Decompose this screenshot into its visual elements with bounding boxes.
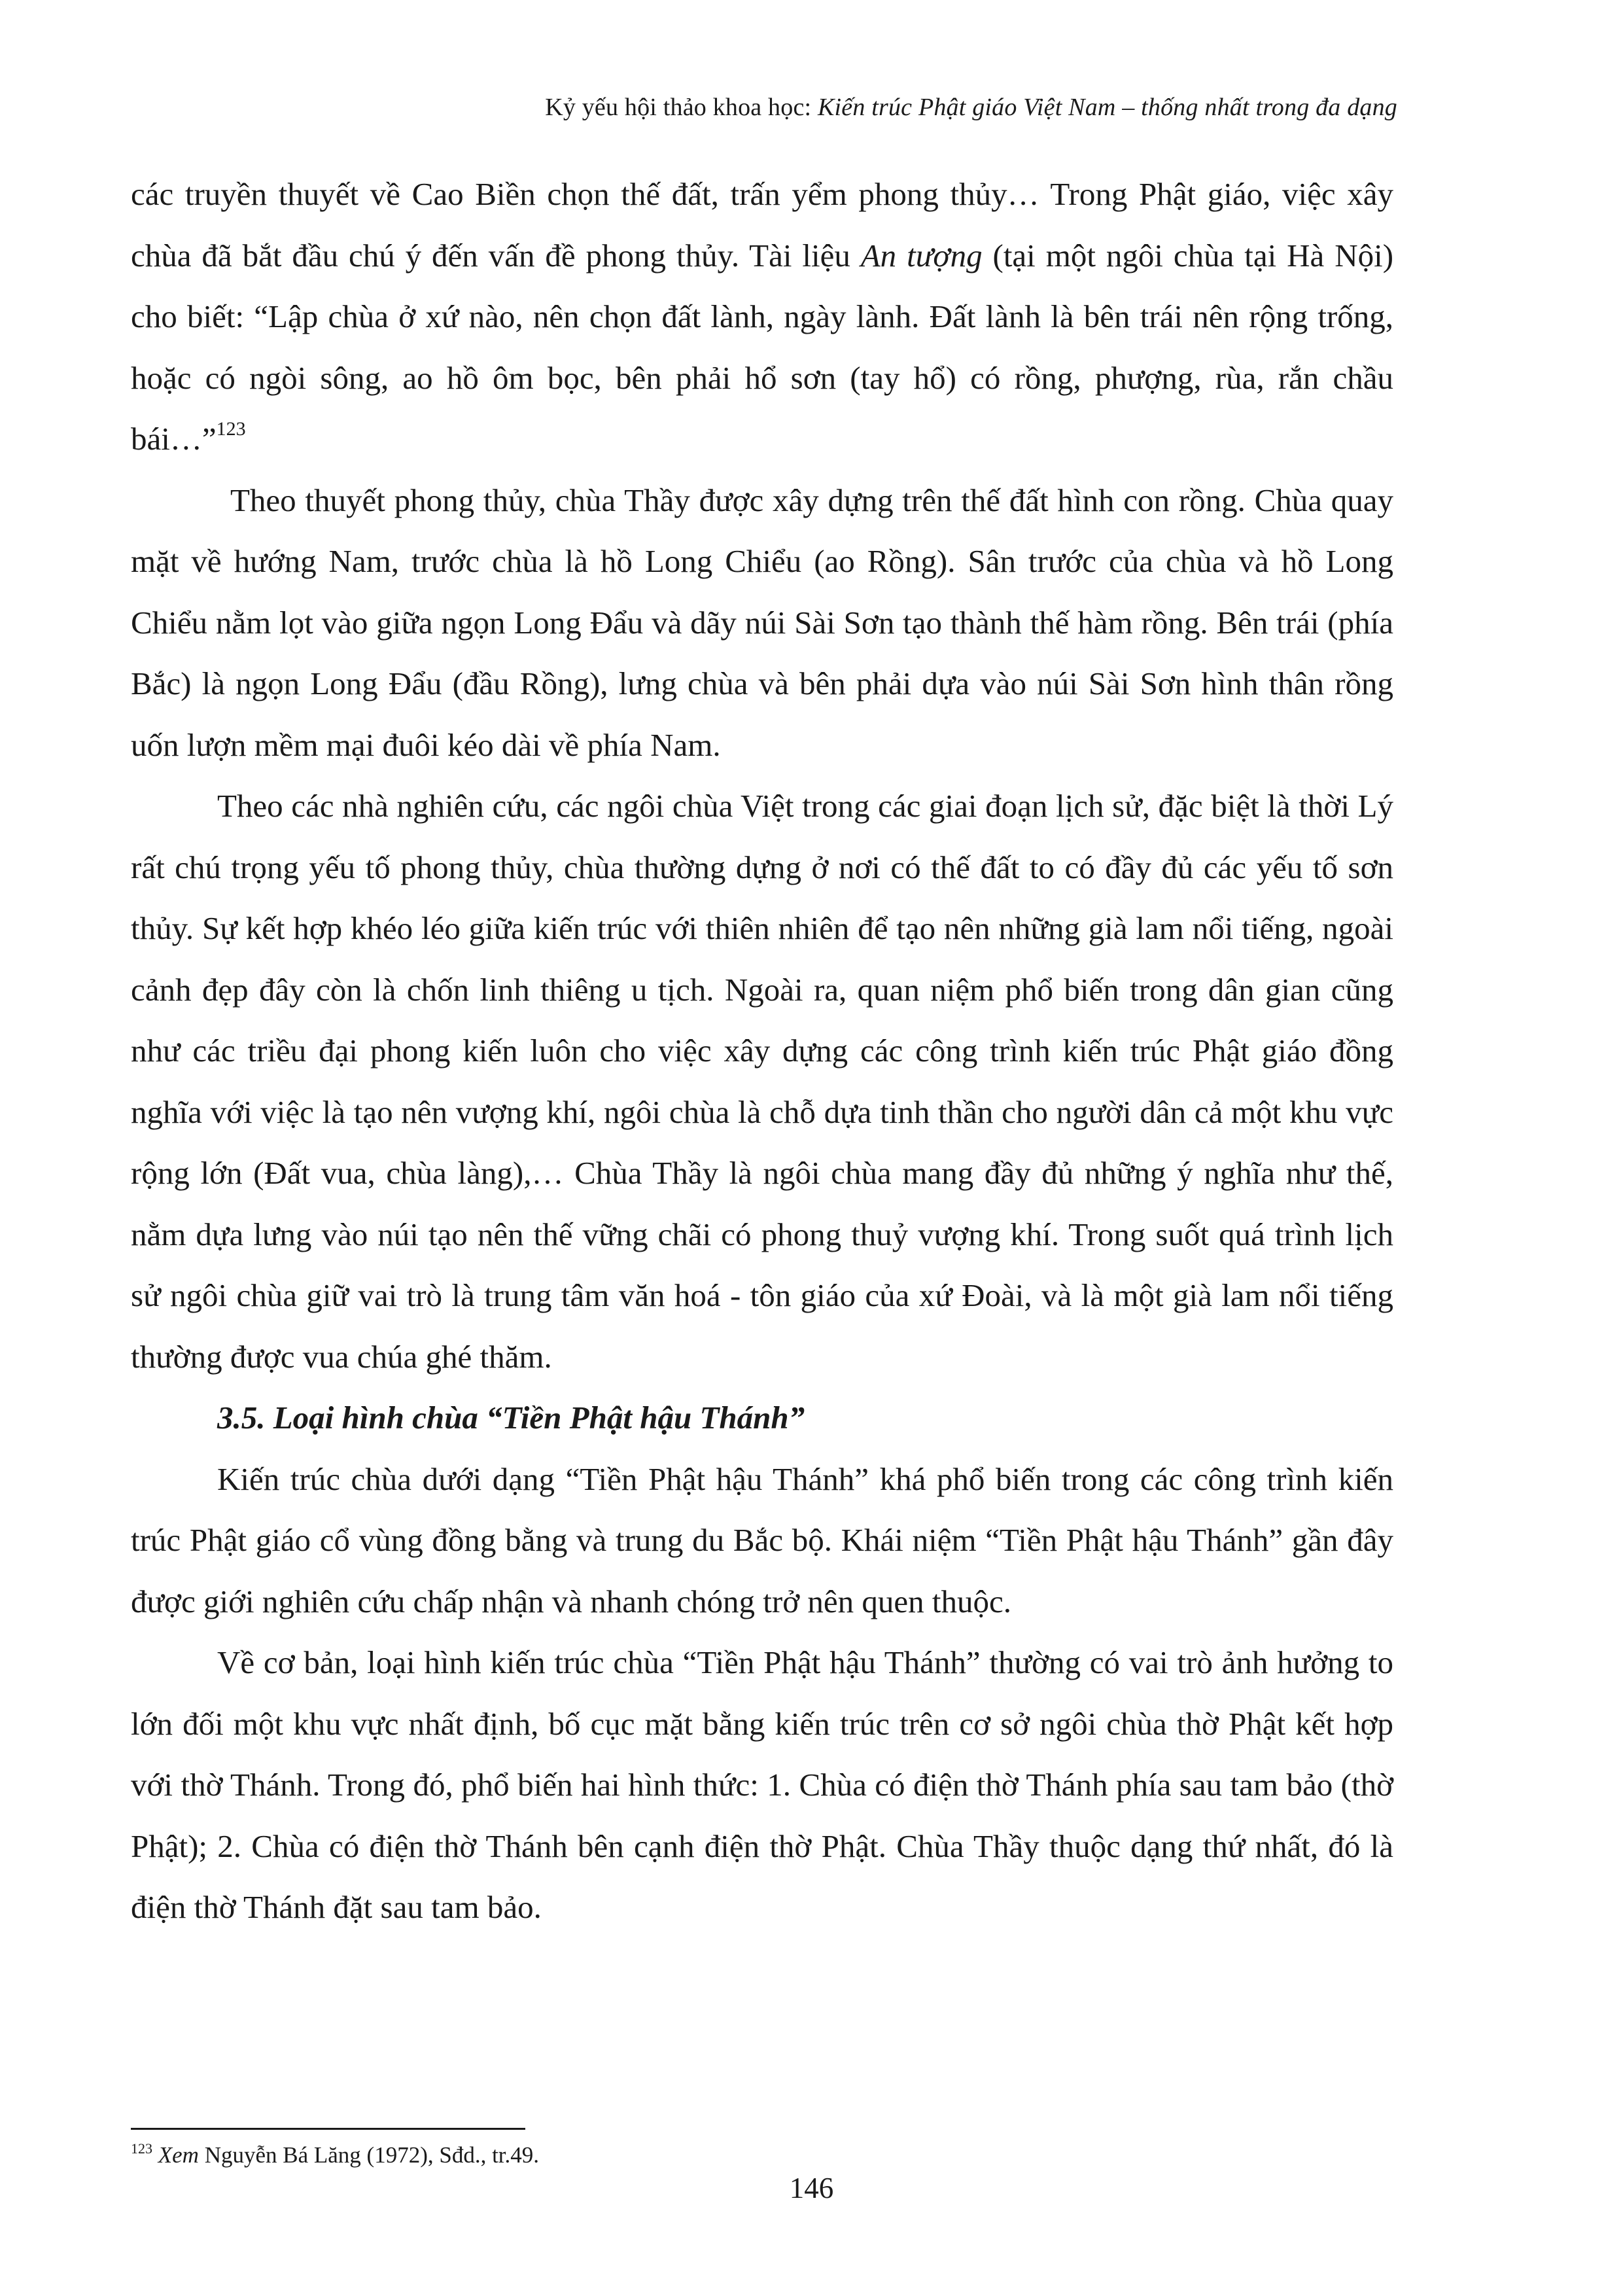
paragraph-1-text-a: các truyền thuyết về Cao Biền chọn thế đất, trấn yểm phong thủy… Trong Phật giáo, việc xây chùa đã bắt đầu chú ý đến vấn đề phong thủy. Tài liệu [131, 176, 1393, 274]
running-header [545, 93, 1397, 122]
paragraph-2: Theo thuyết phong thủy, chùa Thầy được xây dựng trên thế đất hình con rồng. Chùa quay mặt về hướng Nam, trước chùa là hồ Long Chiểu (ao Rồng). Sân trước của chùa và hồ Long Chiểu nằm lọt vào giữa ngọn Long Đẩu và dãy núi Sài Sơn tạo thành thế hàm rồng. Bên trái (phía Bắc) là ngọn Long Đẩu (đầu Rồng), lưng chùa và bên phải dựa vào núi Sài Sơn hình thân rồng uốn lượn mềm mại đuôi kéo dài về phía Nam. [131, 482, 1393, 763]
paragraph-3: Theo các nhà nghiên cứu, các ngôi chùa Việt trong các giai đoạn lịch sử, đặc biệt là thời Lý rất chú trọng yếu tố phong thủy, chùa thường dựng ở nơi có thế đất to có đầy đủ các yếu tố sơn thủy. Sự kết hợp khéo léo giữa kiến trúc với thiên nhiên để tạo nên những già lam nổi tiếng, ngoài cảnh đẹp đây còn là chốn linh thiêng u tịch. Ngoài ra, quan niệm phổ biến trong dân gian cũng như các triều đại phong kiến luôn cho việc xây dựng các công trình kiến trúc Phật giáo đồng nghĩa với việc là tạo nên vượng khí, ngôi chùa là chỗ dựa tinh thần cho người dân cả một khu vực rộng lớn (Đất vua, chùa làng),… Chùa Thầy là ngôi chùa mang đầy đủ những ý nghĩa như thế, nằm dựa lưng vào núi tạo nên thế vững chãi có phong thuỷ vượng khí. Trong suốt quá trình lịch sử ngôi chùa giữ vai trò là trung tâm văn hoá - tôn giáo của xứ Đoài, và là một già lam nổi tiếng thường được vua chúa ghé thăm. [131, 788, 1393, 1375]
footnote-reference: 123 [216, 418, 246, 440]
paragraph-1 [131, 164, 1393, 470]
section-heading: 3.5. Loại hình chùa “Tiền Phật hậu Thánh” [217, 1400, 805, 1436]
paragraph-1-text-b: (tại một ngôi chùa tại Hà Nội) cho biết: “Lập chùa ở xứ nào, nên chọn đất lành, ngày lành. Đất lành là bên trái nên rộng trống, hoặc có ngòi sông, ao hồ ôm bọc, bên phải hổ sơn (tay hổ) có rồng, phượng, rùa, rắn chầu bái…” [131, 237, 1394, 457]
header-prefix: Kỷ yếu hội thảo khoa học: [545, 94, 818, 121]
paragraph-1-italic-term: An tượng [860, 237, 983, 274]
paragraph-4: Kiến trúc chùa dưới dạng “Tiền Phật hậu Thánh” khá phổ biến trong các công trình kiến trúc Phật giáo cổ vùng đồng bằng và trung du Bắc bộ. Khái niệm “Tiền Phật hậu Thánh” gần đây được giới nghiên cứu chấp nhận và nhanh chóng trở nên quen thuộc. [131, 1460, 1393, 1619]
footnote-number: 123 [131, 2140, 152, 2157]
paragraph-5: Về cơ bản, loại hình kiến trúc chùa “Tiền Phật hậu Thánh” thường có vai trò ảnh hưởng to lớn đối một khu vực nhất định, bố cục mặt bằng kiến trúc trên cơ sở ngôi chùa thờ Phật kết hợp với thờ Thánh. Trong đó, phổ biến hai hình thức: 1. Chùa có điện thờ Thánh phía sau tam bảo (thờ Phật); 2. Chùa có điện thờ Thánh bên cạnh điện thờ Phật. Chùa Thầy thuộc dạng thứ nhất, đó là điện thờ Thánh đặt sau tam bảo. [131, 1644, 1393, 1925]
footnote-text: Nguyễn Bá Lăng (1972), Sđd., tr.49. [198, 2142, 540, 2168]
footnote-italic: Xem [158, 2142, 199, 2168]
footnote-separator [131, 2128, 525, 2130]
header-title: Kiến trúc Phật giáo Việt Nam – thống nhất trong đa dạng [817, 94, 1397, 121]
page-number: 146 [789, 2172, 834, 2204]
footnote [131, 2140, 539, 2171]
main-text [131, 164, 1393, 1938]
